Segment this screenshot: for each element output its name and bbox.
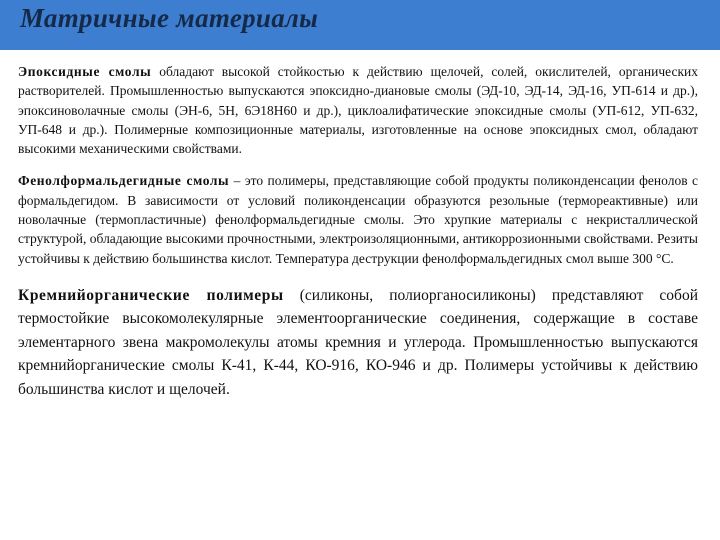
title-bar bbox=[0, 0, 720, 50]
term-organosilicon-polymers: Кремнийорганические полимеры bbox=[18, 286, 284, 304]
paragraph-epoxy-resins-text: обладают высокой стойкостью к действию щелочей, солей, окислителей, органических растворителей. Промышленностью выпускаются эпоксидно-диановые смолы (ЭД-10, ЭД-14, ЭД-16, УП-614 и др.), эпоксиноволачные смолы (ЭН-6, 5Н, 6Э18Н60 и др.), циклоалифатические эпоксидные смолы (УП-612, УП-632, УП-648 и др.). Полимерные композиционные материалы, изготовленные на основе эпоксидных смол, обладают высокими механическими свойствами. bbox=[18, 64, 698, 157]
slide-content bbox=[18, 62, 698, 401]
paragraph-organosilicon-polymers-text: (силиконы, полиорганосиликоны) представляют собой термостойкие высокомолекулярные элементоорганические соединения, содержащие в составе элементарного звена макромолекулы атомы кремния и углерода. Промышленностью выпускаются кремнийорганические смолы К-41, К-44, КО-916, КО-946 и др. Полимеры устойчивы к действию большинства кислот и щелочей. bbox=[18, 286, 698, 398]
paragraph-epoxy-resins bbox=[18, 62, 698, 158]
paragraph-organosilicon-polymers bbox=[18, 284, 698, 402]
term-epoxy-resins: Эпоксидные смолы bbox=[18, 64, 152, 79]
paragraph-phenol-formaldehyde-resins-text: – это полимеры, представляющие собой продукты поликонденсации фенолов с формальдегидом. В зависимости от условий поликонденсации образуются резольные (термореактивные) или новолачные (термопластичные) фенолформальдегидные смолы. Это хрупкие материалы с некристаллической структурой, обладающие высокими прочностными, электроизоляционными, антикоррозионными свойствами. Резиты устойчивы к действию большинства кислот. Температура деструкции фенолформальдегидных смол выше 300 °С. bbox=[18, 173, 698, 266]
slide-title: Матричные материалы bbox=[20, 3, 319, 33]
paragraph-phenol-formaldehyde-resins bbox=[18, 171, 698, 267]
term-phenol-formaldehyde-resins: Фенолформальдегидные смолы bbox=[18, 173, 230, 189]
